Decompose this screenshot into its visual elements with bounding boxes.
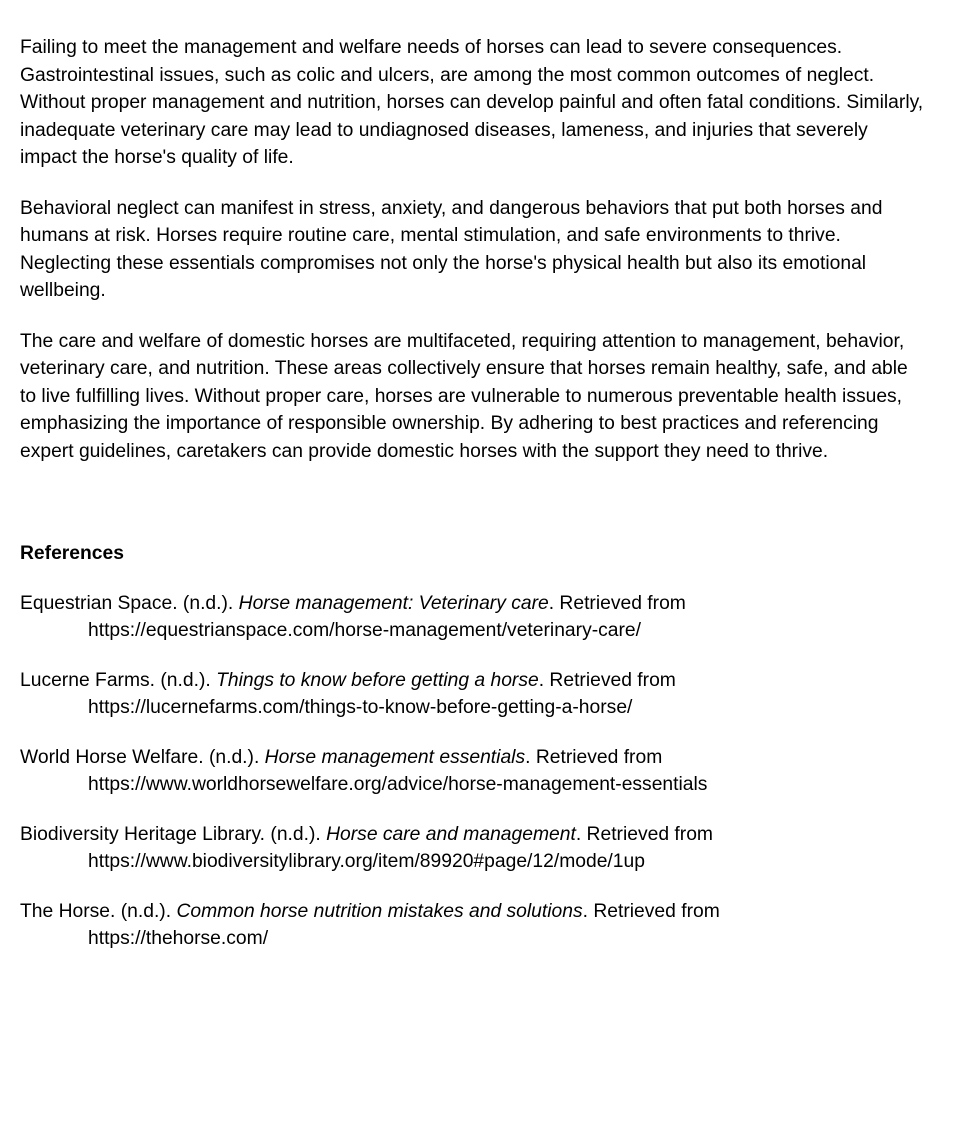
reference-retrieved: . Retrieved from <box>575 823 713 845</box>
document-page <box>20 34 925 975</box>
reference-retrieved: . Retrieved from <box>525 746 663 768</box>
reference-author: Equestrian Space. (n.d.). <box>20 592 239 614</box>
reference-title: Horse management essentials <box>264 746 526 768</box>
reference-url: https://www.worldhorsewelfare.org/advice/horse-management-essentials <box>88 774 708 795</box>
reference-title: Common horse nutrition mistakes and solutions <box>176 900 583 922</box>
references-heading: References <box>20 543 124 564</box>
reference-retrieved: . Retrieved from <box>582 900 720 922</box>
reference-author: World Horse Welfare. (n.d.). <box>20 746 265 768</box>
reference-entry <box>20 667 925 722</box>
reference-url: https://lucernefarms.com/things-to-know-before-getting-a-horse/ <box>88 697 633 718</box>
reference-author: Biodiversity Heritage Library. (n.d.). <box>20 823 327 845</box>
reference-title: Horse care and management <box>326 823 576 845</box>
body-paragraph-behavioral-neglect: Behavioral neglect can manifest in stress, anxiety, and dangerous behaviors that put both horses and humans at risk. Horses require routine care, mental stimulation, and safe environments to thrive. Neglecting these essentials compromises not only the horse's physical health but also its emotional wellbeing. <box>20 197 883 301</box>
reference-retrieved: . Retrieved from <box>548 592 686 614</box>
reference-url: https://thehorse.com/ <box>88 928 269 949</box>
reference-title: Things to know before getting a horse <box>216 669 539 691</box>
reference-entry <box>20 744 925 799</box>
reference-entry <box>20 821 925 876</box>
reference-entry <box>20 590 925 645</box>
reference-retrieved: . Retrieved from <box>538 669 676 691</box>
reference-author: Lucerne Farms. (n.d.). <box>20 669 217 691</box>
reference-url: https://equestrianspace.com/horse-management/veterinary-care/ <box>88 620 641 641</box>
section-spacer <box>20 488 925 540</box>
reference-title: Horse management: Veterinary care <box>238 592 549 614</box>
body-paragraph-conclusion: The care and welfare of domestic horses are multifaceted, requiring attention to management, behavior, veterinary care, and nutrition. These areas collectively ensure that horses remain healthy, safe, and able to live fulfilling lives. Without proper care, horses are vulnerable to numerous preventable health issues, emphasizing the importance of responsible ownership. By adhering to best practices and referencing expert guidelines, caretakers can provide domestic horses with the support they need to thrive. <box>20 330 908 462</box>
body-paragraph-consequences: Failing to meet the management and welfare needs of horses can lead to severe consequences. Gastrointestinal issues, such as colic and ulcers, are among the most common outcomes of neglect. Without proper management and nutrition, horses can develop painful and often fatal conditions. Similarly, inadequate veterinary care may lead to undiagnosed diseases, lameness, and injuries that severely impact the horse's quality of life. <box>20 37 924 168</box>
reference-entry <box>20 898 925 953</box>
reference-url: https://www.biodiversitylibrary.org/item/89920#page/12/mode/1up <box>88 851 645 872</box>
reference-author: The Horse. (n.d.). <box>20 900 177 922</box>
